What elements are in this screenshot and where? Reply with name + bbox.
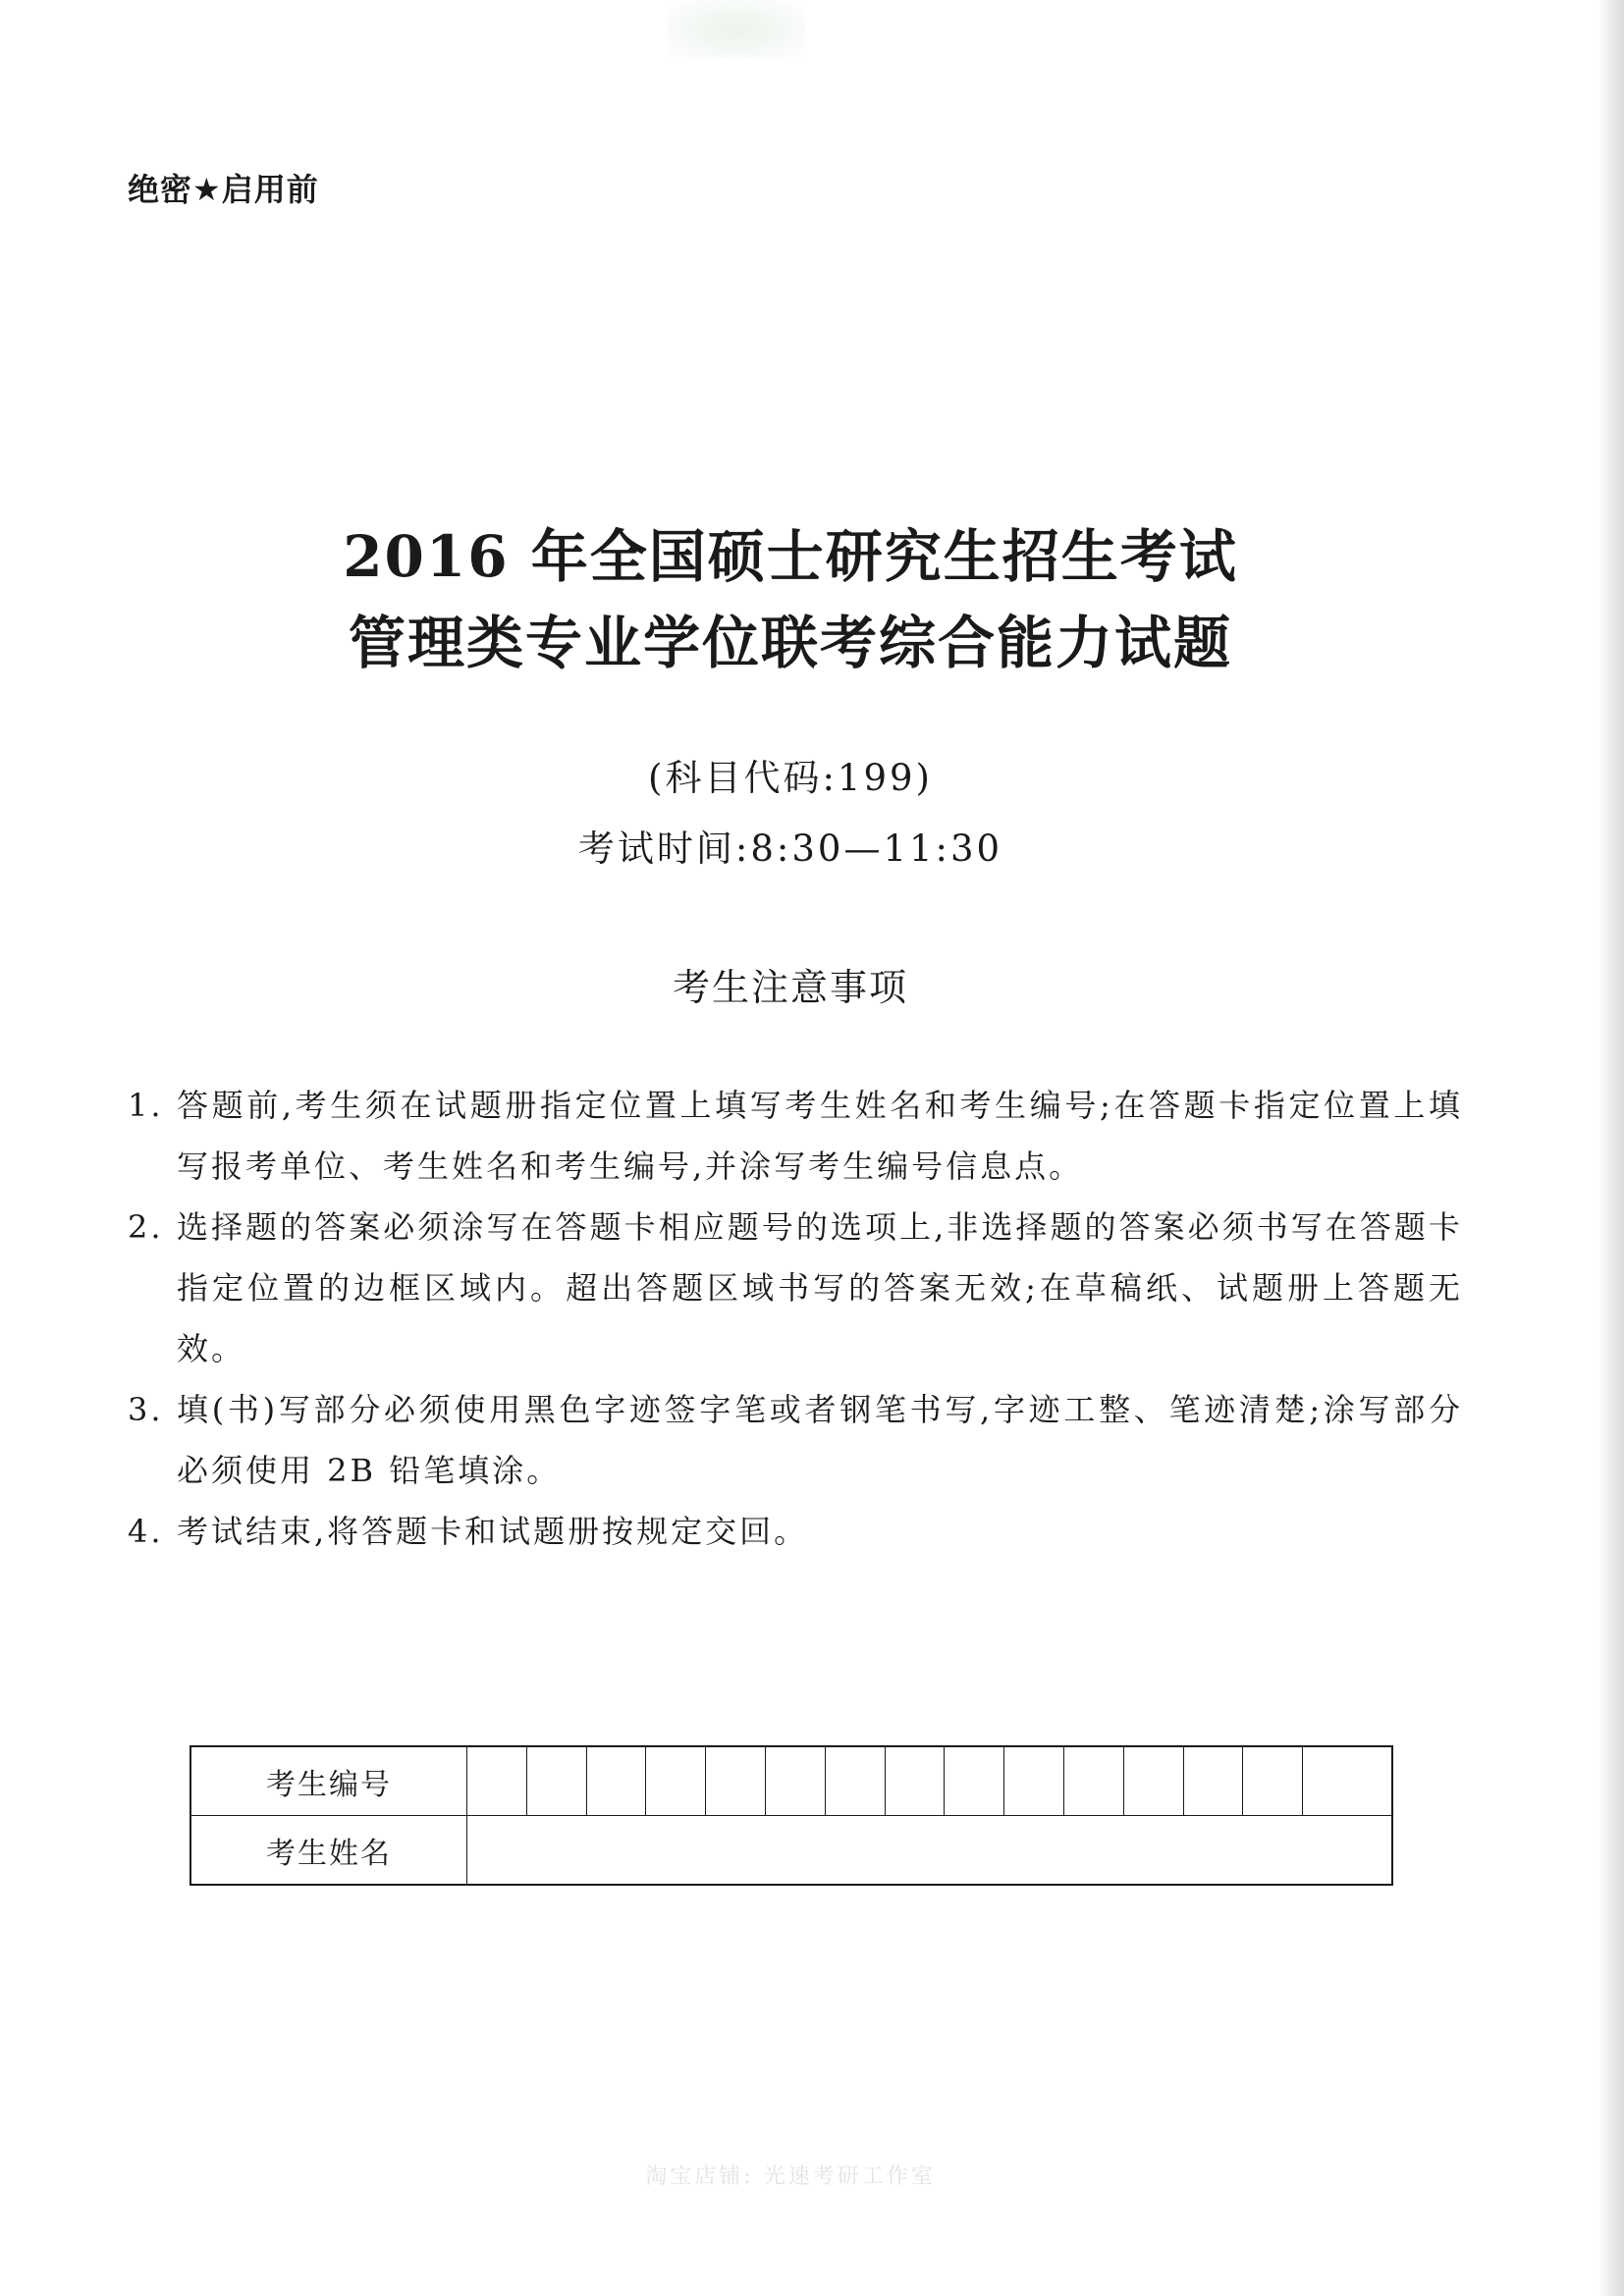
candidate-number-box[interactable] (646, 1746, 706, 1816)
title-line-1: 2016 年全国硕士研究生招生考试 (343, 523, 1238, 590)
candidate-number-box[interactable] (885, 1746, 945, 1816)
candidate-info-table (189, 1745, 1393, 1886)
title-line-2: 管理类专业学位联考综合能力试题 (348, 610, 1232, 676)
exam-time: 考试时间:8:30—11:30 (577, 828, 1003, 870)
instruction-text: 考试结束,将答题卡和试题册按规定交回。 (177, 1513, 809, 1550)
instruction-item (128, 1197, 1463, 1379)
instructions-list (128, 1075, 1463, 1562)
subject-code: (科目代码:199) (648, 757, 933, 799)
candidate-number-box[interactable] (706, 1746, 766, 1816)
instruction-number: 4. (128, 1513, 164, 1550)
instruction-item (128, 1075, 1463, 1197)
classification-label: 绝密★启用前 (128, 171, 319, 208)
candidate-number-box[interactable] (1123, 1746, 1183, 1816)
instruction-number: 2. (128, 1208, 164, 1246)
candidate-number-box[interactable] (1183, 1746, 1243, 1816)
instruction-item (128, 1501, 1463, 1562)
candidate-number-box[interactable] (765, 1746, 825, 1816)
candidate-number-box[interactable] (467, 1746, 527, 1816)
candidate-number-box[interactable] (1243, 1746, 1303, 1816)
candidate-number-box[interactable] (945, 1746, 1004, 1816)
instruction-number: 3. (128, 1391, 164, 1428)
candidate-number-box[interactable] (526, 1746, 586, 1816)
candidate-number-box[interactable] (586, 1746, 646, 1816)
candidate-number-box[interactable] (1063, 1746, 1123, 1816)
watermark: 淘宝店铺: 光速考研工作室 (645, 2164, 936, 2189)
instruction-number: 1. (128, 1087, 164, 1124)
page-edge (1598, 0, 1624, 2296)
instruction-text: 答题前,考生须在试题册指定位置上填写考生姓名和考生编号;在答题卡指定位置上填写报考单位、考生姓名和考生编号,并涂写考生编号信息点。 (177, 1087, 1463, 1185)
scan-smudge (668, 0, 805, 59)
instruction-item (128, 1379, 1463, 1501)
instruction-text: 选择题的答案必须涂写在答题卡相应题号的选项上,非选择题的答案必须书写在答题卡指定位置的边框区域内。超出答题区域书写的答案无效;在草稿纸、试题册上答题无效。 (177, 1208, 1463, 1367)
instruction-text: 填(书)写部分必须使用黑色字迹签字笔或者钢笔书写,字迹工整、笔迹清楚;涂写部分必须使用 2B 铅笔填涂。 (177, 1391, 1463, 1489)
candidate-name-row (190, 1816, 1392, 1886)
candidate-number-box[interactable] (1303, 1746, 1392, 1816)
candidate-number-label: 考生编号 (190, 1746, 467, 1816)
notice-heading: 考生注意事项 (672, 966, 908, 1009)
candidate-number-box[interactable] (1004, 1746, 1064, 1816)
candidate-number-box[interactable] (825, 1746, 885, 1816)
candidate-name-label: 考生姓名 (190, 1816, 467, 1886)
candidate-number-row (190, 1746, 1392, 1816)
candidate-name-field[interactable] (467, 1816, 1393, 1886)
